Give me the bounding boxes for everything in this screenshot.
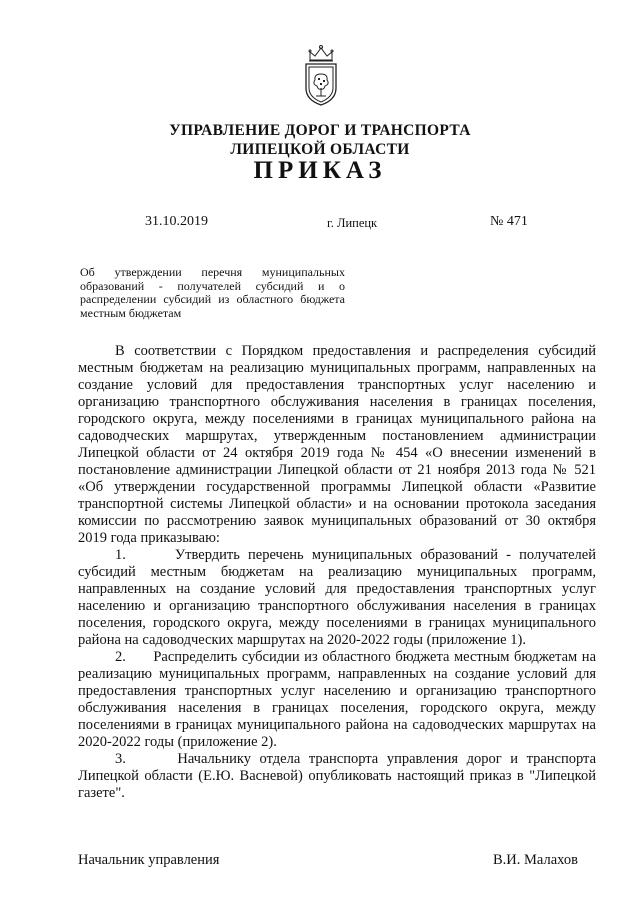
item-text: Распределить субсидии из областного бюджета местным бюджетам на реализацию муниципальных программ, направленных на создание условий для предоставления транспортных услуг населению и организацию транспортного обслуживания населения в границах поселения, городского округа, между поселениями в границах муниципального района на садоводческих маршрутах на 2020-2022 годы (приложение 2). — [78, 649, 597, 750]
order-city: г. Липецк — [327, 216, 378, 230]
order-item-2 — [78, 649, 596, 751]
order-subject: Об утверждении перечня муниципальных образований - получателей субсидий и о распределении субсидий из областного бюджета местным бюджетам — [80, 265, 345, 320]
signer-position: Начальник управления — [78, 852, 220, 868]
item-number: 3. — [115, 751, 126, 767]
coat-of-arms-icon — [300, 44, 342, 108]
org-name-line2: ЛИПЕЦКОЙ ОБЛАСТИ — [230, 141, 410, 158]
item-text: Начальнику отдела транспорта управления дорог и транспорта Липецкой области (Е.Ю. Васневой) опубликовать настоящий приказ в "Липецкой газете". — [78, 751, 597, 801]
order-date: 31.10.2019 — [145, 214, 208, 229]
document-title: ПРИКАЗ — [253, 157, 387, 184]
order-body — [78, 343, 596, 802]
order-number: № 471 — [490, 214, 528, 229]
org-name-line1: УПРАВЛЕНИЕ ДОРОГ И ТРАНСПОРТА — [169, 122, 471, 139]
item-number: 2. — [115, 649, 126, 665]
signer-name: В.И. Малахов — [493, 852, 578, 868]
item-number: 1. — [115, 547, 126, 563]
item-text: Утвердить перечень муниципальных образований - получателей субсидий местным бюджетам на реализацию муниципальных программ, направленных на создание условий для предоставления транспортных услуг населению и организацию транспортного обслуживания населения в границах поселения, городского округа, между поселениями в границах муниципального района на садоводческих маршрутах на 2020-2022 годы (приложение 1). — [78, 547, 596, 648]
preamble-paragraph: В соответствии с Порядком предоставления и распределения субсидий местным бюджетам на реализацию муниципальных программ, направленных на создание условий для предоставления транспортных услуг населению и организацию транспортного обслуживания населения в границах поселения, городского округа, между поселениями в границах муниципального района на садоводческих маршрутах, утвержденным постановлением администрации Липецкой области от 24 октября 2019 года № 454 «О внесении изменений в постановление администрации Липецкой области от 21 ноября 2013 года № 521 «Об утверждении государственной программы Липецкой области «Развитие транспортной системы Липецкой области» и на основании протокола заседания комиссии по рассмотрению заявок муниципальных образований от 30 октября 2019 года приказываю: — [78, 343, 596, 546]
order-item-1 — [78, 547, 596, 649]
order-item-3 — [78, 751, 596, 802]
